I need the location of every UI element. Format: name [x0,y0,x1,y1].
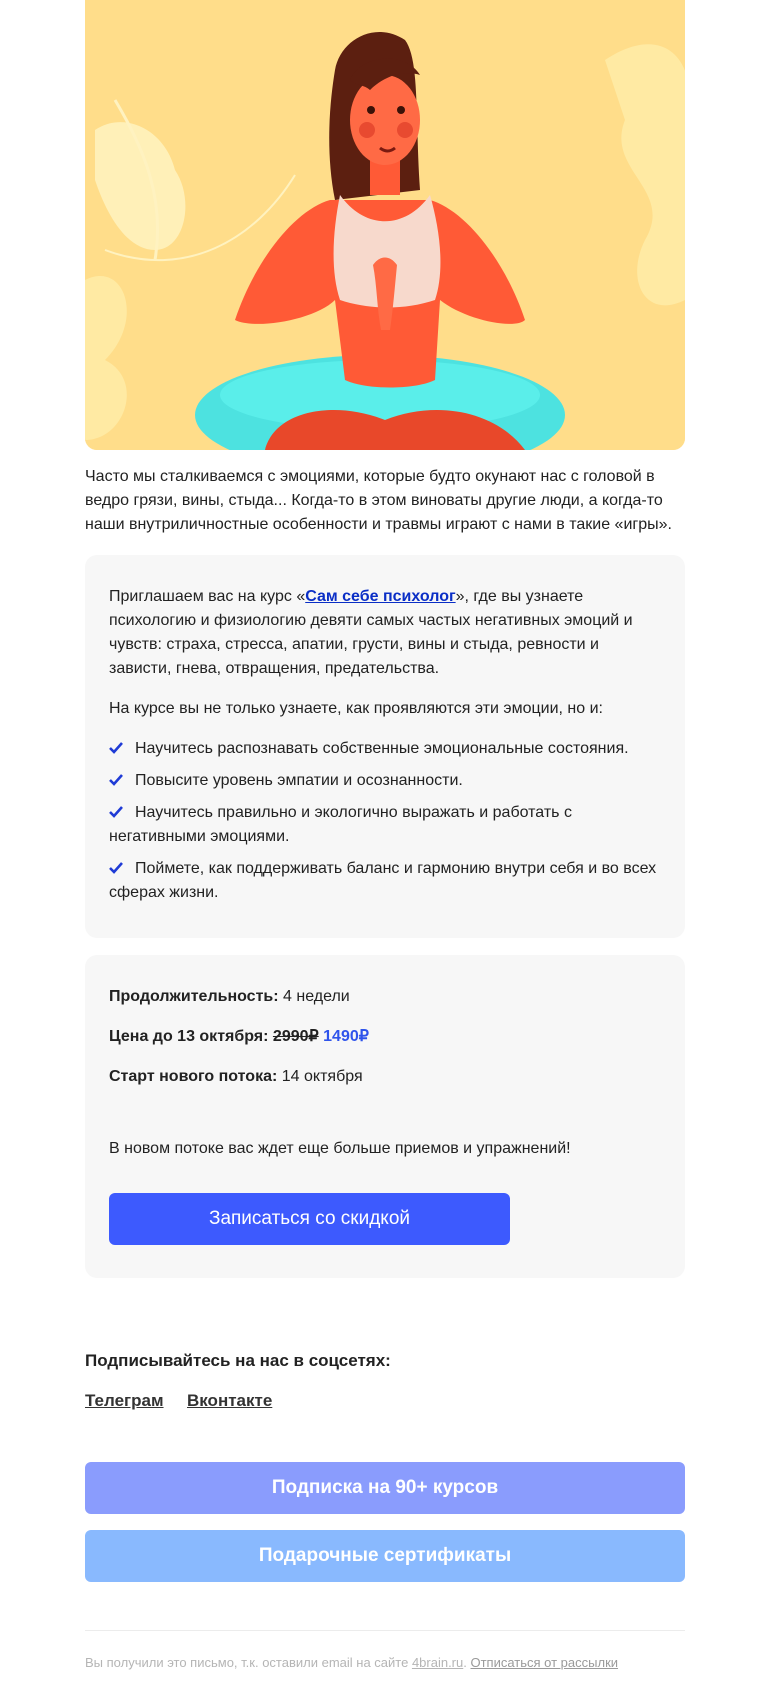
footer-text [85,1654,685,1672]
new-price: 1490₽ [323,1028,369,1045]
start-value: 14 октября [277,1068,363,1085]
meditating-woman-illustration [85,0,685,450]
benefit-item [109,801,661,849]
checkmark-icon [109,742,123,754]
duration-label: Продолжительность: [109,988,279,1005]
old-price: 2990₽ [272,1028,319,1045]
unsubscribe-link[interactable]: Отписаться от рассылки [470,1655,619,1670]
course-description-card [85,555,685,938]
benefit-item [109,769,661,793]
enroll-discount-button[interactable]: Записаться со скидкой [109,1193,510,1245]
price-label: Цена до 13 октября: [109,1028,269,1045]
course-details-card [85,955,685,1278]
benefit-item [109,737,661,761]
course-lead: На курсе вы не только узнаете, как проявляются эти эмоции, но и: [109,700,603,717]
invitation-text-after: », где вы узнаете психологию и физиологию девяти самых частых негативных эмоций и чувств: страха, стресса, апатии, грусти, вины и стыда, ревности и зависти, гнева, отвращения, предательства. [109,588,633,677]
course-invitation [109,585,661,681]
subscription-button[interactable]: Подписка на 90+ курсов [85,1462,685,1514]
course-link[interactable]: Сам себе психолог [305,588,456,605]
benefit-text: Повысите уровень эмпатии и осознанности. [135,772,463,789]
hero-image [85,0,685,450]
start-label: Старт нового потока: [109,1068,278,1085]
footer-separator: . [463,1655,471,1670]
vk-link[interactable]: Вконтакте [187,1391,273,1410]
benefit-item [109,857,661,905]
intro-text: Часто мы сталкиваемся с эмоциями, которые будто окунают нас с головой в ведро грязи, вины, стыда... Когда-то в этом виноваты другие люди, а когда-то наши внутриличностные особенности и травмы играют с нами в такие «игры». [85,468,672,533]
benefit-text: Научитесь распознавать собственные эмоциональные состояния. [135,740,629,757]
checkmark-icon [109,774,123,786]
price-line [109,1025,661,1049]
footer-text-before: Вы получили это письмо, т.к. оставили email на сайте [85,1655,412,1670]
telegram-link[interactable]: Телеграм [85,1391,164,1410]
benefit-text: Научитесь правильно и экологично выражать и работать с негативными эмоциями. [109,804,572,845]
social-title: Подписывайтесь на нас в соцсетях: [85,1351,391,1370]
gift-certificates-button[interactable]: Подарочные сертификаты [85,1530,685,1582]
checkmark-icon [109,862,123,874]
details-note: В новом потоке вас ждет еще больше приемов и упражнений! [109,1140,571,1157]
site-link[interactable]: 4brain.ru [411,1655,464,1670]
footer-divider [85,1630,685,1631]
invitation-text-before: Приглашаем вас на курс « [109,588,306,605]
duration-line [109,985,661,1009]
start-line [109,1065,661,1089]
checkmark-icon [109,806,123,818]
benefit-text: Поймете, как поддерживать баланс и гармонию внутри себя и во всех сферах жизни. [109,860,657,901]
duration-value: 4 недели [278,988,350,1005]
